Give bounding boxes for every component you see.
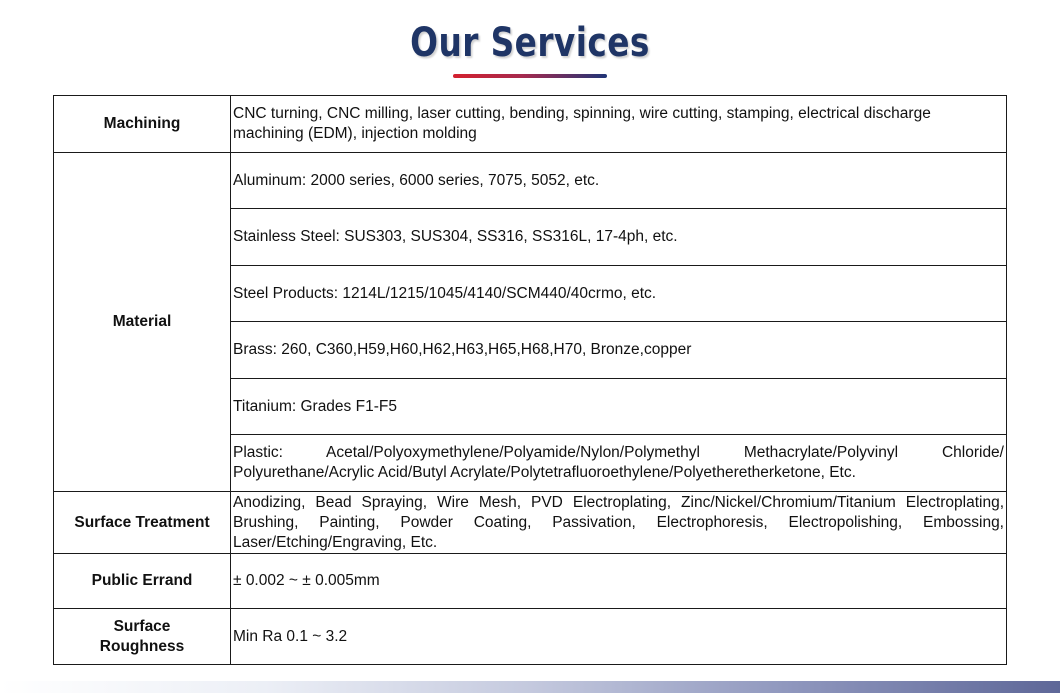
row-label-material: Material (54, 153, 231, 492)
table-row-machining (54, 96, 1007, 153)
material-item-plastic: Plastic: Acetal/Polyoxymethylene/Polyamide/Nylon/Polymethyl Methacrylate/Polyvinyl Chloride/ Polyurethane/Acrylic Acid/Butyl Acrylate/Polytetrafluoroethylene/Polyetheretherketone, Etc. (231, 435, 1007, 492)
page-title: Our Services (410, 20, 650, 66)
material-item-steel-products: Steel Products: 1214L/1215/1045/4140/SCM440/40crmo, etc. (231, 266, 1007, 322)
material-item-brass: Brass: 260, C360,H59,H60,H62,H63,H65,H68,H70, Bronze,copper (231, 322, 1007, 379)
table-row-material (54, 153, 1007, 209)
row-label-machining: Machining (54, 96, 231, 153)
table-row-public-errand (54, 554, 1007, 609)
bottom-gradient-bar (0, 681, 1060, 693)
title-underline (453, 74, 607, 78)
row-label-public-errand: Public Errand (54, 554, 231, 609)
material-item-stainless-steel: Stainless Steel: SUS303, SUS304, SS316, SS316L, 17-4ph, etc. (231, 209, 1007, 266)
services-table (53, 95, 1007, 665)
row-label-surface-roughness: Surface Roughness (54, 609, 231, 665)
row-value-surface-treatment: Anodizing, Bead Spraying, Wire Mesh, PVD Electroplating, Zinc/Nickel/Chromium/Titanium Electroplating, Brushing, Painting, Powder Coating, Passivation, Electrophoresis, Electropolishing, Embossing, Laser/Etching/Engraving, Etc. (231, 492, 1007, 554)
row-value-surface-roughness: Min Ra 0.1 ~ 3.2 (231, 609, 1007, 665)
row-value-public-errand: ± 0.002 ~ ± 0.005mm (231, 554, 1007, 609)
material-item-aluminum: Aluminum: 2000 series, 6000 series, 7075, 5052, etc. (231, 153, 1007, 209)
table-row-surface-roughness (54, 609, 1007, 665)
row-label-surface-treatment: Surface Treatment (54, 492, 231, 554)
row-value-machining: CNC turning, CNC milling, laser cutting, bending, spinning, wire cutting, stamping, electrical discharge machining (EDM), injection molding (231, 96, 1007, 153)
table-row-surface-treatment (54, 492, 1007, 554)
material-item-titanium: Titanium: Grades F1-F5 (231, 379, 1007, 435)
